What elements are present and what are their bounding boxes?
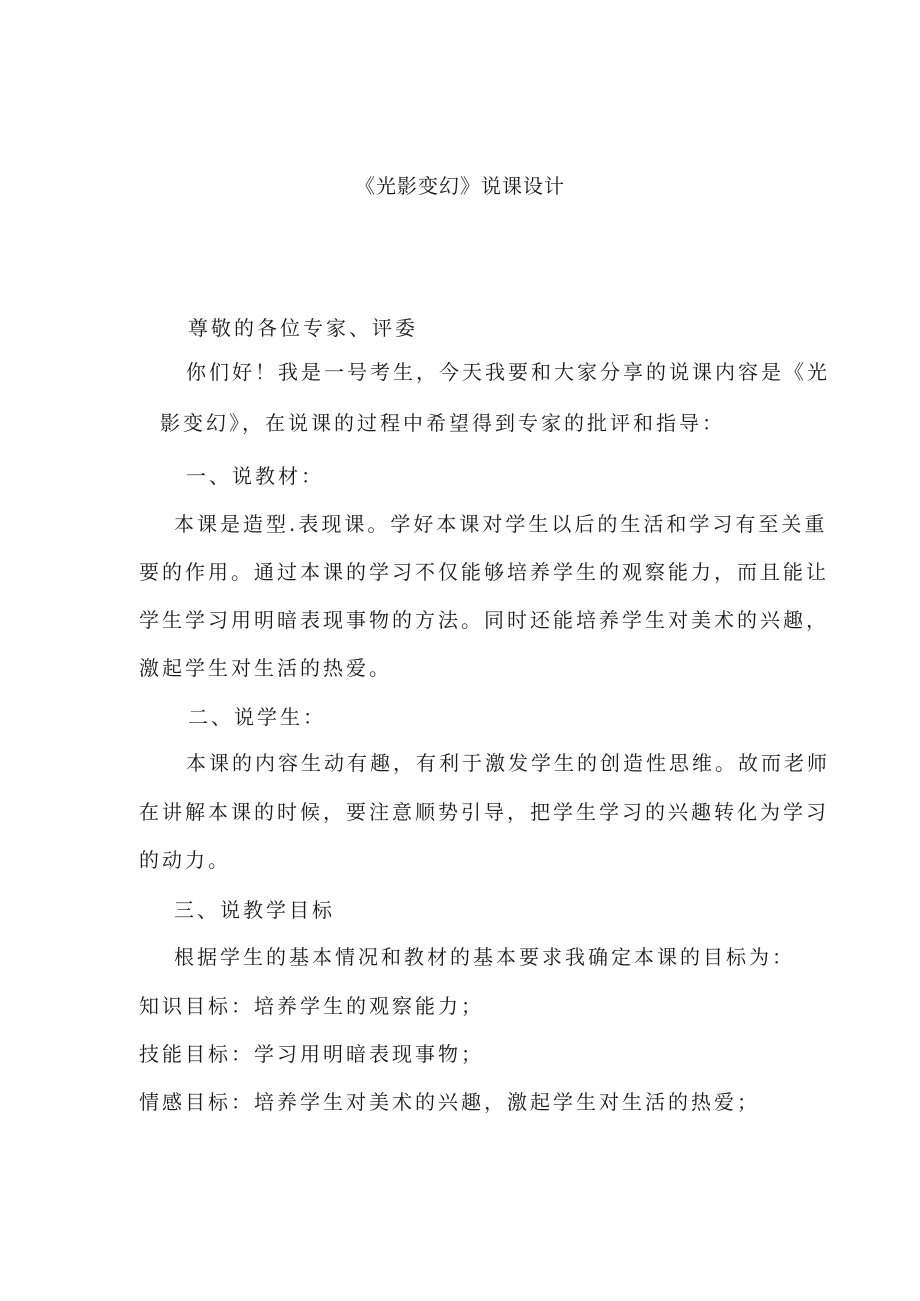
textbook-line-1: 本课是造型.表现课。学好本课对学生以后的生活和学习有至关重 — [174, 512, 828, 536]
salutation: 尊敬的各位专家、评委 — [188, 316, 418, 340]
objective-knowledge: 知识目标：培养学生的观察能力； — [139, 994, 484, 1018]
section-heading-students: 二、说学生： — [188, 705, 326, 729]
textbook-line-2: 要的作用。通过本课的学习不仅能够培养学生的观察能力，而且能让 — [139, 560, 829, 584]
students-line-3: 的动力。 — [139, 848, 231, 872]
textbook-line-4: 激起学生对生活的热爱。 — [139, 656, 392, 680]
section-heading-textbook: 一、说教材： — [186, 464, 324, 488]
students-line-1: 本课的内容生动有趣，有利于激发学生的创造性思维。故而老师 — [186, 751, 830, 775]
students-line-2: 在讲解本课的时候，要注意顺势引导，把学生学习的兴趣转化为学习 — [139, 800, 829, 824]
intro-line-1: 你们好！我是一号考生，今天我要和大家分享的说课内容是《光 — [186, 360, 830, 384]
objective-skill: 技能目标：学习用明暗表现事物； — [139, 1042, 484, 1066]
objectives-intro: 根据学生的基本情况和教材的基本要求我确定本课的目标为： — [174, 945, 795, 969]
objective-emotion: 情感目标：培养学生对美术的兴趣，激起学生对生活的热爱； — [139, 1090, 760, 1114]
document-title: 《光影变幻》说课设计 — [355, 174, 565, 198]
intro-line-2: 影变幻》，在说课的过程中希望得到专家的批评和指导： — [160, 411, 725, 435]
section-heading-objectives: 三、说教学目标 — [174, 898, 335, 922]
textbook-line-3: 学生学习用明暗表现事物的方法。同时还能培养学生对美术的兴趣， — [139, 608, 829, 632]
